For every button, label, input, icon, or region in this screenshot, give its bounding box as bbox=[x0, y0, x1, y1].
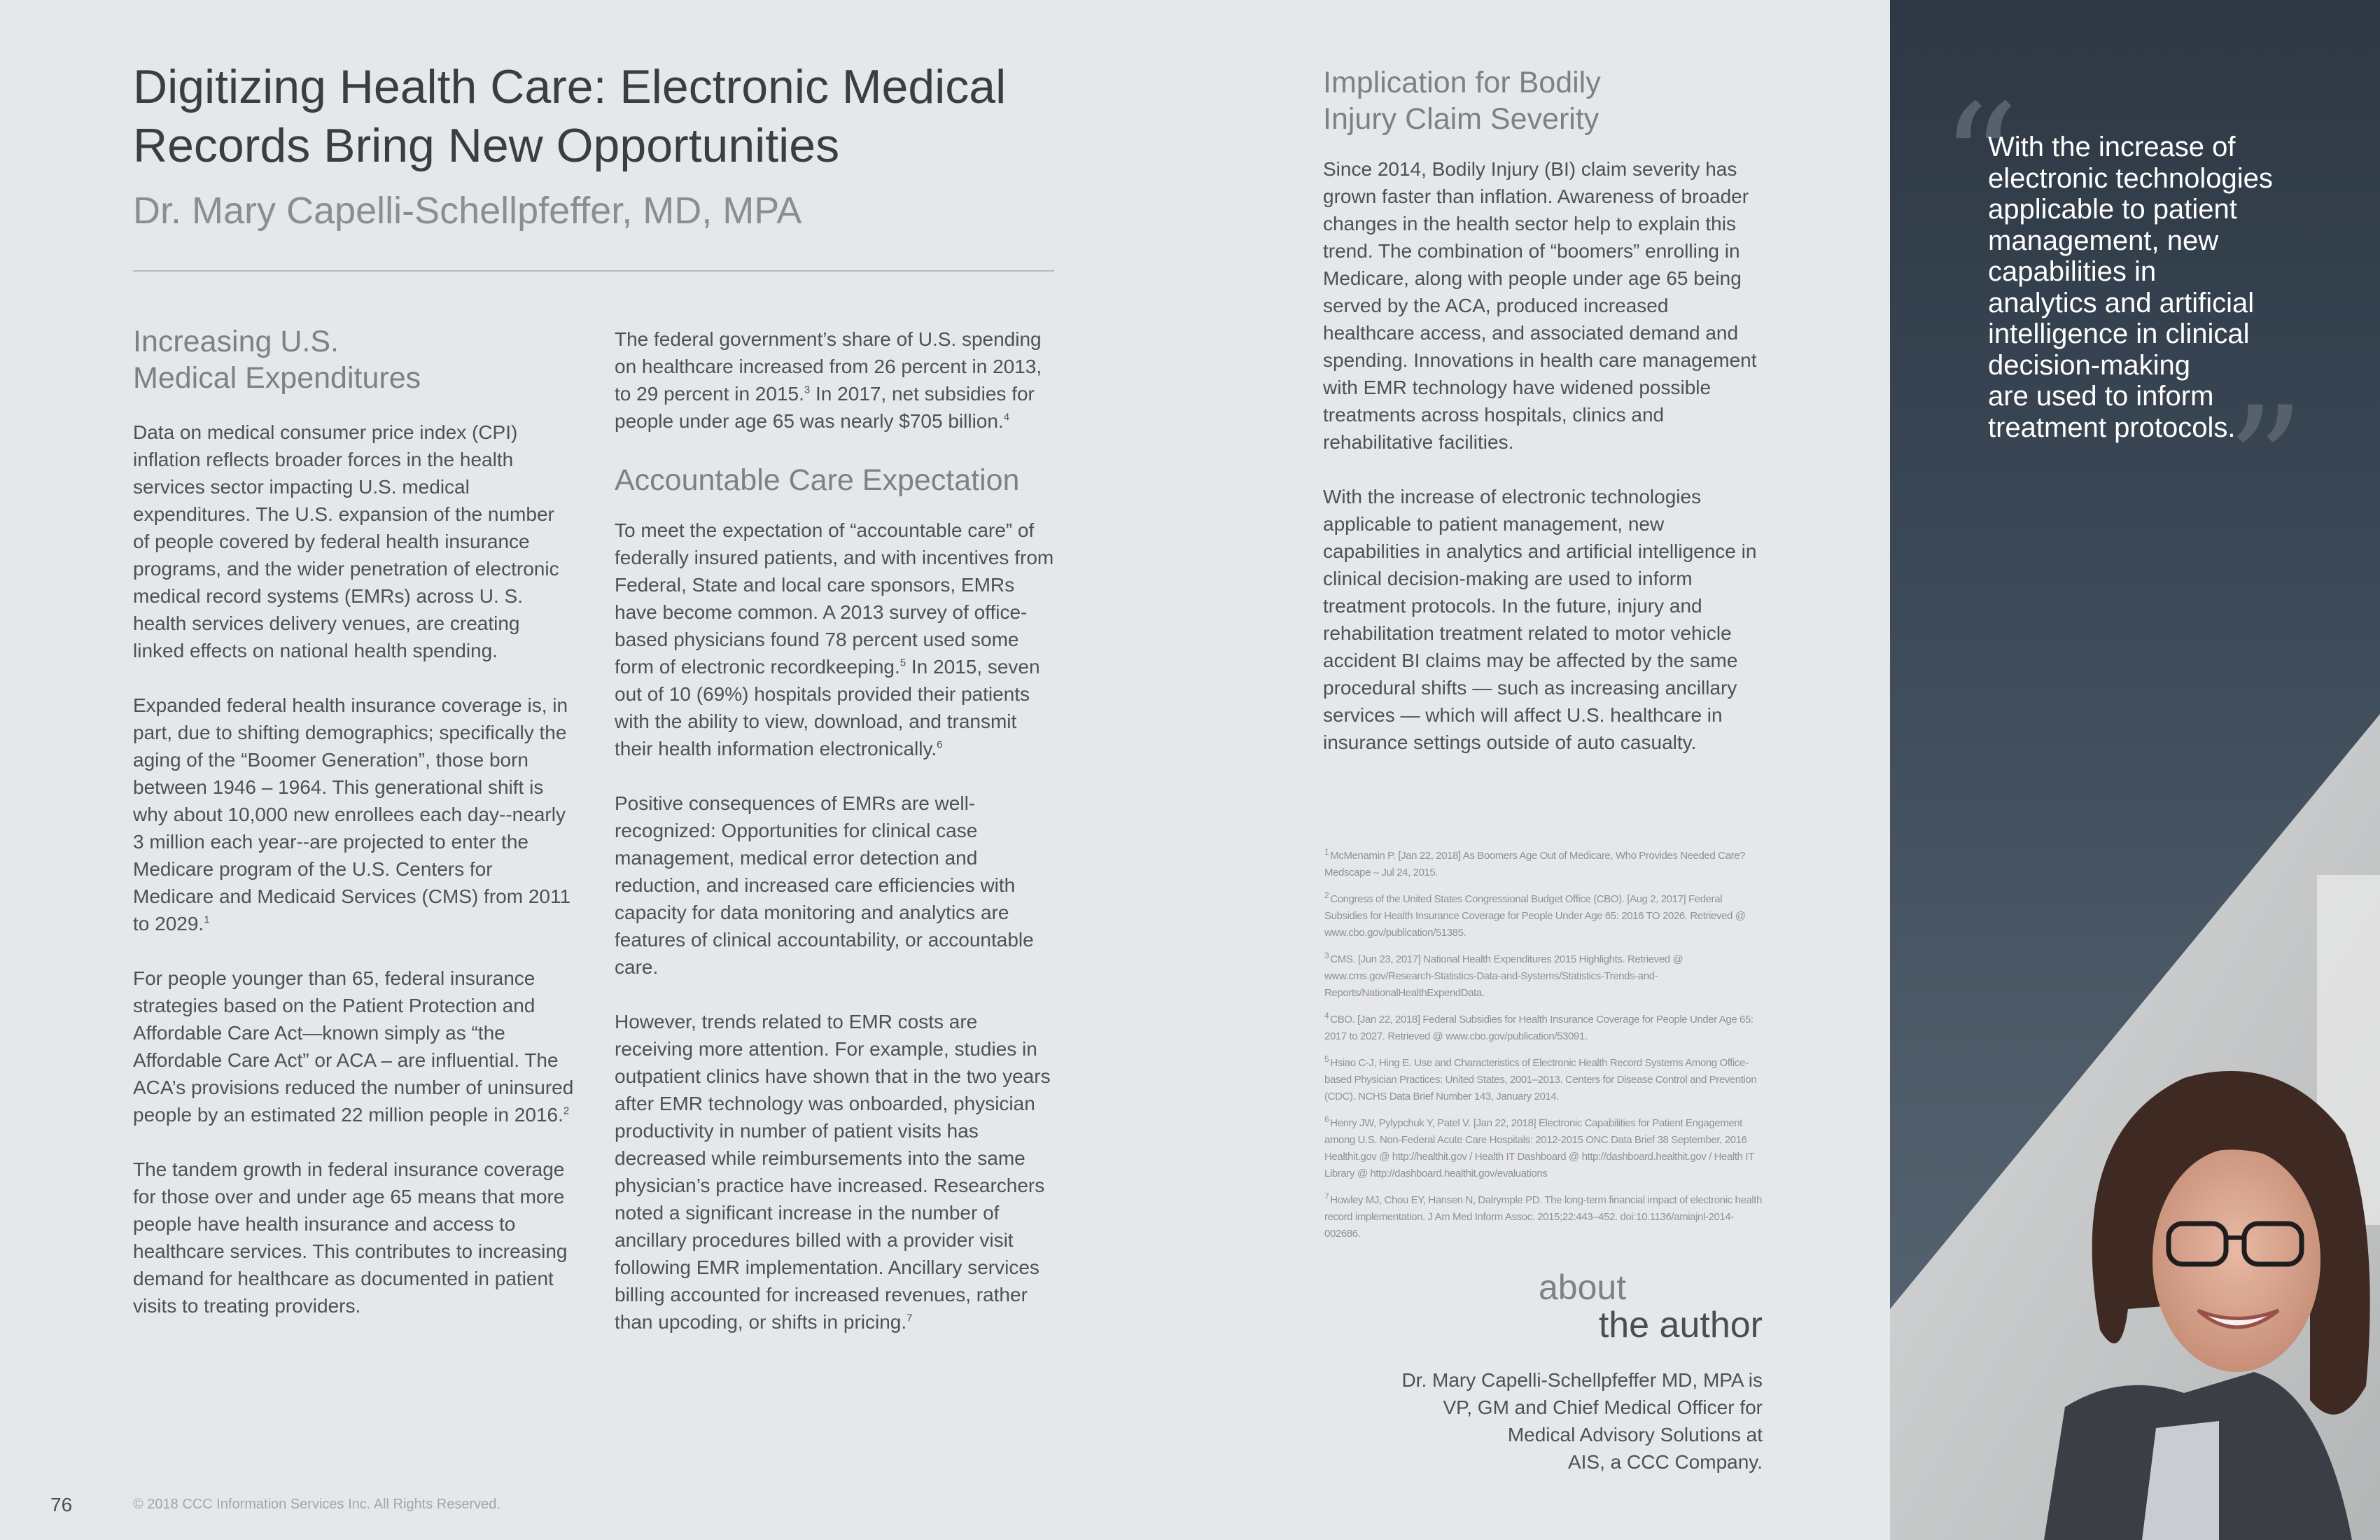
bio-line: Dr. Mary Capelli-Schellpfeffer MD, MPA is bbox=[1401, 1369, 1763, 1391]
heading-line: Implication for Bodily bbox=[1323, 66, 1601, 99]
footnote-text: Congress of the United States Congressional Budget Office (CBO). [Aug 2, 2017] Federal Subsidies for Health Insurance Coverage for People Under Age 65: 2016 TO 2026. Retrieved @ www.cbo.gov/publication/51385. bbox=[1324, 893, 1746, 939]
column-2 bbox=[615, 326, 1056, 1363]
paragraph bbox=[615, 517, 1056, 762]
bio-line: Medical Advisory Solutions at bbox=[1507, 1424, 1763, 1446]
footnote-ref: 4 bbox=[1003, 411, 1010, 424]
open-quote-icon: “ bbox=[1940, 71, 2019, 251]
paragraph-text: For people younger than 65, federal insurance strategies based on the Patient Protection and Affordable Care Act—known simply as “the Affordable Care Act” or ACA – are influential. The ACA’s provisions reduced the number of uninsured people by an estimated 22 million people in 2016. bbox=[133, 967, 574, 1126]
footnote-item bbox=[1324, 1007, 1765, 1045]
footnote-text: CMS. [Jun 23, 2017] National Health Expenditures 2015 Highlights. Retrieved @ www.cms.gov/Research-Statistics-Data-and-Systems/Statistics-Trends-and-Reports/NationalHealthExpendData. bbox=[1324, 953, 1684, 999]
section-heading-expenditures bbox=[133, 323, 574, 396]
pullquote-line: With the increase of bbox=[1988, 132, 2236, 162]
paragraph-text: The tandem growth in federal insurance coverage for those over and under age 65 means that more people have health insurance and access to healthcare services. This contributes to increasing demand for healthcare as documented in patient visits to treating providers. bbox=[133, 1158, 568, 1317]
page-number: 76 bbox=[50, 1494, 73, 1516]
footnote-text: Hsiao C-J, Hing E. Use and Characteristics of Electronic Health Record Systems Among Office-based Physician Practices: United States, 2001–2013. Centers for Disease Control and Prevention (CDC). NCHS Data Brief Number 143, January 2014. bbox=[1324, 1057, 1757, 1102]
paragraph-text: In 2017, net subsidies for people under age 65 was nearly $705 billion. bbox=[615, 383, 1035, 432]
column-1-body bbox=[133, 419, 574, 1320]
paragraph bbox=[615, 1008, 1056, 1336]
footnote-number: 4 bbox=[1324, 1011, 1329, 1021]
footnote-item bbox=[1324, 887, 1765, 941]
about-heading bbox=[1316, 1268, 1763, 1344]
pullquote-text bbox=[1988, 132, 2352, 443]
footnote-ref: 5 bbox=[899, 657, 906, 669]
footnote-ref: 1 bbox=[204, 913, 210, 926]
column-3-body bbox=[1323, 155, 1764, 756]
section-heading-bodily-injury bbox=[1323, 64, 1764, 137]
footnote-text: Henry JW, Pylypchuk Y, Patel V. [Jan 22, 2018] Electronic Capabilities for Patient Engagement among U.S. Non-Federal Acute Care Hospitals: 2012-2015 ONC Data Brief 38 September, 2016 Healthit.gov @ http://healthit.gov / Health IT Dashboard @ http://dashboard.healthit.gov / Health IT Library @ http://dashboard.healthit.gov/evaluations bbox=[1324, 1117, 1754, 1180]
paragraph-text: Since 2014, Bodily Injury (BI) claim severity has grown faster than inflation. Awareness of broader changes in the health sector help to explain this trend. The combination of “boomers” enrolling in Medicare, along with people under age 65 being served by the ACA, produced increased healthcare access, and associated demand and spending. Innovations in health care management with EMR technology have widened possible treatments across hospitals, clinics and rehabilitative facilities. bbox=[1323, 158, 1757, 453]
footnote-number: 2 bbox=[1324, 890, 1329, 900]
footnote-item bbox=[1324, 844, 1765, 881]
heading-line: Medical Expenditures bbox=[133, 361, 421, 395]
column-2-body bbox=[615, 517, 1056, 1336]
paragraph bbox=[615, 790, 1056, 981]
paragraph-text: With the increase of electronic technologies applicable to patient management, new capabilities in analytics and artificial intelligence in clinical decision-making are used to inform treatment protocols. In the future, injury and rehabilitation treatment related to motor vehicle accident BI claims may be affected by the same procedural shifts — such as increasing ancillary services — which will affect U.S. healthcare in insurance settings outside of auto casualty. bbox=[1323, 486, 1757, 753]
author-byline: Dr. Mary Capelli-Schellpfeffer, MD, MPA bbox=[133, 190, 802, 232]
footnote-number: 3 bbox=[1324, 951, 1329, 960]
footnote-ref: 6 bbox=[937, 738, 943, 751]
heading-line: Increasing U.S. bbox=[133, 325, 339, 358]
footnote-number: 1 bbox=[1324, 847, 1329, 857]
about-big: the author bbox=[1598, 1305, 1763, 1345]
footnote-number: 7 bbox=[1324, 1191, 1329, 1201]
paragraph bbox=[1323, 483, 1764, 756]
footnote-ref: 2 bbox=[563, 1105, 570, 1117]
footnote-item bbox=[1324, 1051, 1765, 1105]
page-title bbox=[133, 57, 1099, 175]
footnote-item bbox=[1324, 947, 1765, 1002]
section-heading-accountable-care: Accountable Care Expectation bbox=[615, 463, 1020, 497]
paragraph-text: In 2015, seven out of 10 (69%) hospitals provided their patients with the ability to view, download, and transmit their health information electronically. bbox=[615, 656, 1040, 760]
pullquote-line: management, new bbox=[1988, 225, 2219, 256]
paragraph-text: However, trends related to EMR costs are receiving more attention. For example, studies in outpatient clinics have shown that in the two years after EMR technology was onboarded, physician productivity in number of patient visits has decreased while reimbursements into the same physician’s practice have increased. Researchers noted a significant increase in the number of ancillary procedures billed with a provider visit following EMR implementation. Ancillary services billing accounted for increased revenues, rather than upcoding, or shifts in pricing. bbox=[615, 1011, 1051, 1333]
column-3 bbox=[1323, 64, 1764, 783]
footnote-number: 5 bbox=[1324, 1054, 1329, 1064]
pullquote-line: intelligence in clinical bbox=[1988, 318, 2250, 349]
pullquote-line: are used to inform bbox=[1988, 381, 2214, 412]
pullquote-line: decision-making bbox=[1988, 349, 2191, 381]
paragraph-text: To meet the expectation of “accountable care” of federally insured patients, and with incentives from Federal, State and local care sponsors, EMRs have become common. A 2013 survey of office-based physicians found 78 percent used some form of electronic recordkeeping. bbox=[615, 519, 1054, 678]
footnote-item bbox=[1324, 1111, 1765, 1182]
close-quote-icon: ” bbox=[2226, 374, 2305, 553]
pullquote-line: electronic technologies bbox=[1988, 162, 2273, 194]
footnote-ref: 3 bbox=[804, 384, 811, 396]
column-2-intro bbox=[615, 326, 1056, 435]
bio-line: VP, GM and Chief Medical Officer for bbox=[1443, 1396, 1763, 1418]
pullquote-line: capabilities in bbox=[1988, 256, 2157, 287]
heading-line: Injury Claim Severity bbox=[1323, 102, 1600, 136]
author-bio bbox=[1316, 1366, 1763, 1476]
title-line-1: Digitizing Health Care: Electronic Medical bbox=[133, 60, 1007, 113]
bio-line: AIS, a CCC Company. bbox=[1567, 1451, 1763, 1473]
paragraph-text: Data on medical consumer price index (CPI) inflation reflects broader forces in the health services sector impacting U.S. medical expenditures. The U.S. expansion of the number of people covered by federal health insurance programs, and the wider penetration of electronic medical record systems (EMRs) across U. S. health services delivery venues, are creating linked effects on national health spending. bbox=[133, 421, 559, 662]
paragraph bbox=[133, 692, 574, 937]
header-divider bbox=[133, 270, 1054, 272]
paragraph bbox=[615, 326, 1056, 435]
footnote-item bbox=[1324, 1188, 1765, 1242]
about-small: about bbox=[1539, 1268, 1627, 1307]
footnote-text: McMenamin P. [Jan 22, 2018] As Boomers Age Out of Medicare, Who Provides Needed Care? Medscape – Jul 24, 2015. bbox=[1324, 850, 1746, 878]
footnote-text: Howley MJ, Chou EY, Hansen N, Dalrymple PD. The long-term financial impact of electronic health record implementation. J Am Med Inform Assoc. 2015;22:443–452. doi:10.1136/amiajnl-2014-002686. bbox=[1324, 1194, 1763, 1240]
paragraph bbox=[133, 1156, 574, 1320]
footnotes bbox=[1324, 844, 1765, 1248]
about-author bbox=[1316, 1268, 1763, 1476]
paragraph bbox=[133, 965, 574, 1128]
paragraph-text: Positive consequences of EMRs are well-recognized: Opportunities for clinical case management, medical error detection and reduction, and increased care efficiencies with capacity for data monitoring and analytics are features of clinical accountability, or accountable care. bbox=[615, 792, 1034, 978]
column-1 bbox=[133, 323, 574, 1347]
paragraph bbox=[133, 419, 574, 664]
copyright: © 2018 CCC Information Services Inc. All Rights Reserved. bbox=[133, 1497, 500, 1512]
title-line-2: Records Bring New Opportunities bbox=[133, 119, 840, 172]
paragraph-text: The federal government’s share of U.S. spending on healthcare increased from 26 percent in 2013, to 29 percent in 2015. bbox=[615, 328, 1042, 405]
paragraph-text: Expanded federal health insurance coverage is, in part, due to shifting demographics; specifically the aging of the “Boomer Generation”, those born between 1946 – 1964. This generational shift is why about 10,000 new enrollees each day--nearly 3 million each year--are projected to enter the Medicare program of the U.S. Centers for Medicare and Medicaid Services (CMS) from 2011 to 2029. bbox=[133, 694, 571, 934]
pullquote-line: treatment protocols. bbox=[1988, 412, 2236, 443]
pullquote-line: analytics and artificial bbox=[1988, 287, 2255, 318]
pullquote-line: applicable to patient bbox=[1988, 194, 2237, 225]
footnote-ref: 7 bbox=[906, 1312, 913, 1324]
footnote-number: 6 bbox=[1324, 1114, 1329, 1124]
paragraph bbox=[1323, 155, 1764, 456]
footnote-text: CBO. [Jan 22, 2018] Federal Subsidies for Health Insurance Coverage for People Under Age 65: 2017 to 2027. Retrieved @ www.cbo.gov/publication/53091. bbox=[1324, 1014, 1754, 1042]
